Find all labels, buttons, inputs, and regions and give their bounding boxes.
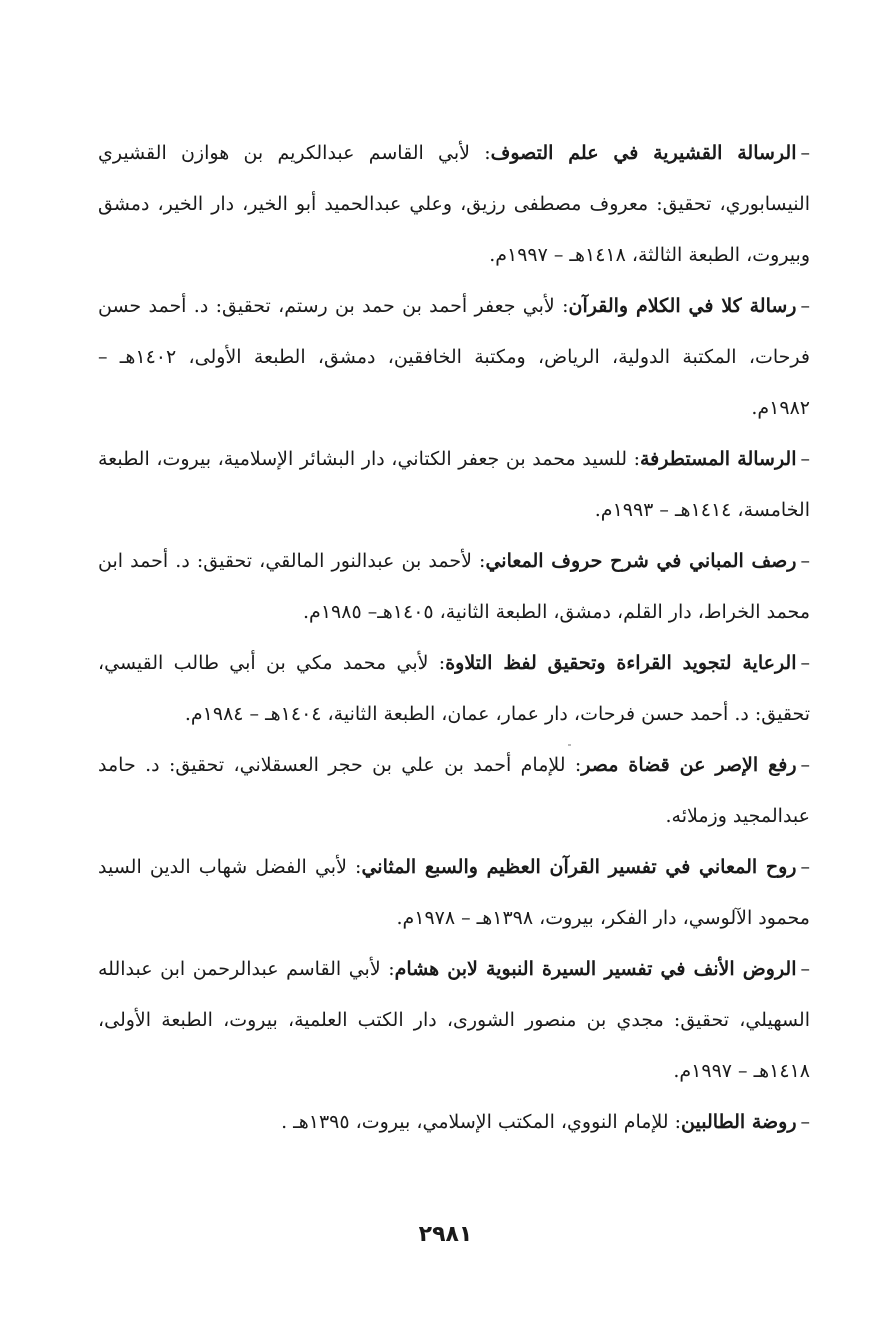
entry-dash: –	[800, 958, 811, 980]
entry-title: روح المعاني في تفسير القرآن العظيم والسبع المثاني	[361, 856, 797, 878]
entry-dash: –	[800, 448, 810, 470]
entry-dash: –	[800, 142, 810, 164]
bibliography-entry	[98, 128, 810, 281]
entry-title: الرعاية لتجويد القراءة وتحقيق لفظ التلاوة	[445, 652, 797, 674]
entry-details: : لأبي القاسم عبدالكريم بن هوازن القشيري النيسابوري، تحقيق: معروف مصطفى رزيق، وعلي عبدالحميد أبو الخير، دار الخير، دمشق وبيروت، الطبعة الثالثة، ١٤١٨هـ – ١٩٩٧م.	[98, 142, 810, 266]
scan-speck	[568, 744, 571, 746]
entry-dash: –	[800, 754, 810, 776]
entry-dash: –	[800, 550, 810, 572]
entry-details: : لأبي القاسم عبدالرحمن ابن عبدالله السهيلي، تحقيق: مجدي بن منصور الشورى، دار الكتب العلمية، بيروت، الطبعة الأولى، ١٤١٨هـ – ١٩٩٧م.	[98, 958, 810, 1082]
bibliography-entry	[98, 638, 810, 740]
entry-details: : للإمام أحمد بن علي بن حجر العسقلاني، تحقيق: د. حامد عبدالمجيد وزملائه.	[98, 754, 810, 827]
bibliography-entry	[98, 944, 810, 1097]
bibliography-entry	[98, 740, 810, 842]
bibliography-entry	[98, 434, 810, 536]
entry-details: : للإمام النووي، المكتب الإسلامي، بيروت، ١٣٩٥هـ .	[281, 1111, 682, 1133]
bibliography-list	[98, 128, 810, 1148]
entry-dash: –	[800, 652, 811, 674]
entry-title: روضة الطالبين	[681, 1111, 797, 1133]
entry-title: رفع الإصر عن قضاة مصر	[581, 754, 797, 776]
entry-title: الرسالة القشيرية في علم التصوف	[490, 142, 797, 164]
entry-details: : لأبي محمد مكي بن أبي طالب القيسي، تحقيق: د. أحمد حسن فرحات، دار عمار، عمان، الطبعة الثانية، ١٤٠٤هـ – ١٩٨٤م.	[98, 652, 810, 725]
entry-details: : للسيد محمد بن جعفر الكتاني، دار البشائر الإسلامية، بيروت، الطبعة الخامسة، ١٤١٤هـ – ١٩٩٣م.	[98, 448, 810, 521]
bibliography-entry	[98, 1097, 810, 1148]
entry-dash: –	[800, 856, 810, 878]
page-number: ٢٩٨١	[418, 1222, 473, 1247]
entry-dash: –	[800, 295, 810, 317]
entry-title: رصف المباني في شرح حروف المعاني	[485, 550, 797, 572]
entry-title: رسالة كلا في الكلام والقرآن	[568, 295, 797, 317]
bibliography-entry	[98, 281, 810, 434]
bibliography-entry	[98, 536, 810, 638]
entry-details: : لأبي جعفر أحمد بن حمد بن رستم، تحقيق: د. أحمد حسن فرحات، المكتبة الدولية، الرياض، ومكتبة الخافقين، دمشق، الطبعة الأولى، ١٤٠٢هـ – ١٩٨٢م.	[98, 295, 810, 419]
entry-dash: –	[800, 1111, 810, 1133]
entry-details: : لأحمد بن عبدالنور المالقي، تحقيق: د. أحمد ابن محمد الخراط، دار القلم، دمشق، الطبعة الثانية، ١٤٠٥هـ– ١٩٨٥م.	[98, 550, 810, 623]
entry-details: : لأبي الفضل شهاب الدين السيد محمود الآلوسي، دار الفكر، بيروت، ١٣٩٨هـ – ١٩٧٨م.	[98, 856, 810, 929]
entry-title: الروض الأنف في تفسير السيرة النبوية لابن هشام	[394, 958, 797, 980]
bibliography-entry	[98, 842, 810, 944]
entry-title: الرسالة المستطرفة	[640, 448, 797, 470]
